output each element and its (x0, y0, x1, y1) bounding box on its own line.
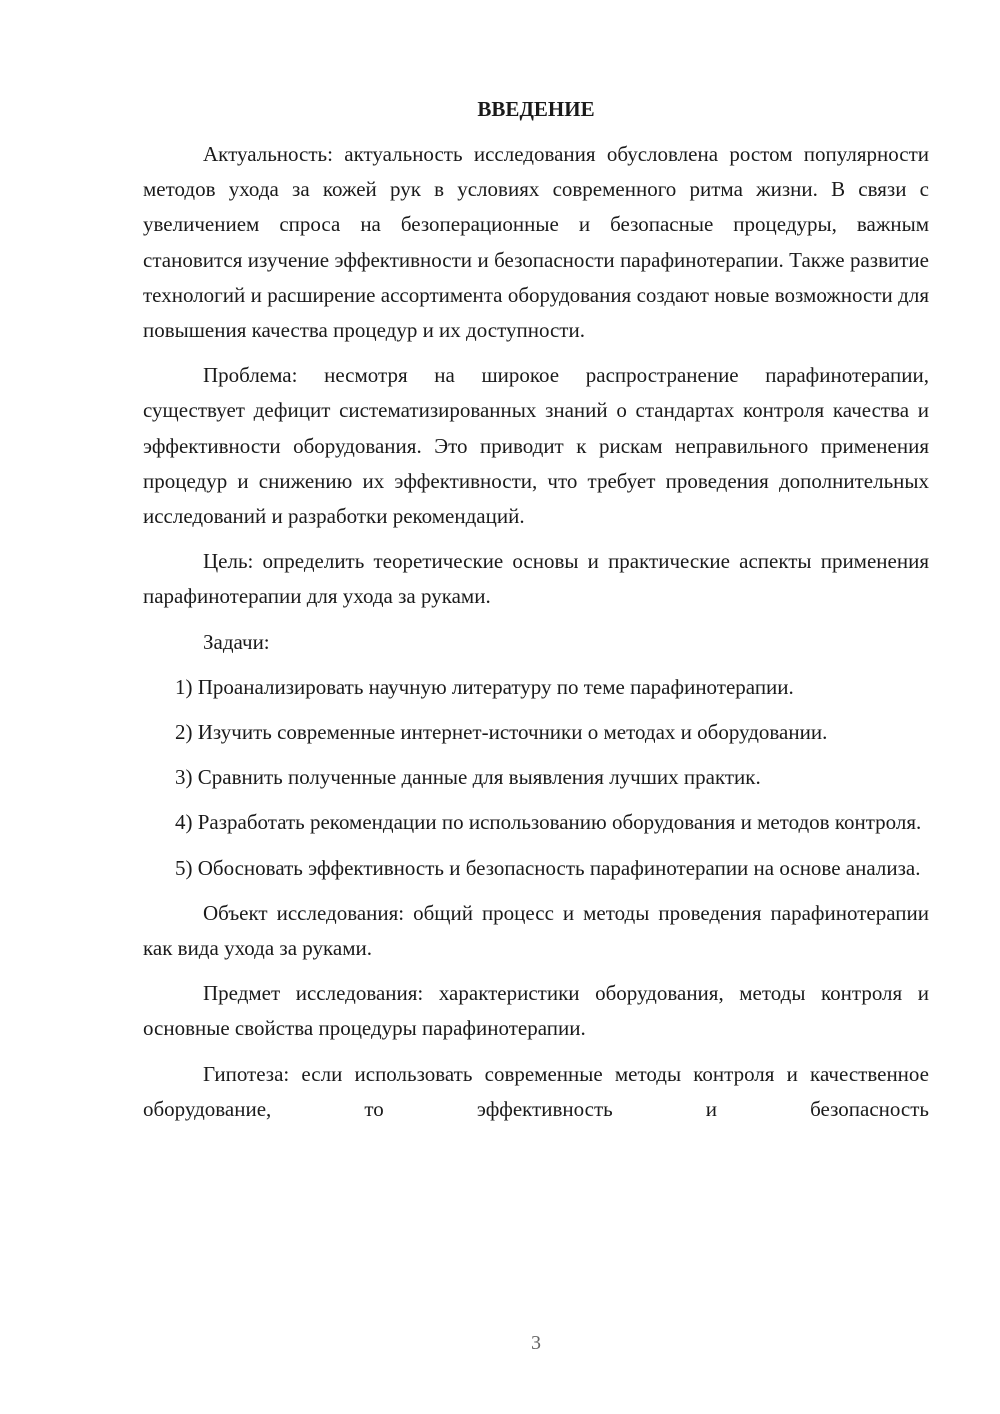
task-item-3: 3) Сравнить полученные данные для выявления лучших практик. (175, 765, 761, 790)
section-title: ВВЕДЕНИЕ (477, 97, 595, 121)
paragraph-problem: Проблема: несмотря на широкое распространение парафинотерапии, существует дефицит систематизированных знаний о стандартах контроля качества и эффективности оборудования. Это приводит к рискам неправильного применения процедур и снижению их эффективности, что требует проведения дополнительных исследований и разработки рекомендаций. (143, 363, 929, 529)
paragraph-hypothesis: Гипотеза: если использовать современные методы контроля и качественное оборудование, то эффективность и безопасность (143, 1061, 929, 1121)
paragraph-relevance: Актуальность: актуальность исследования обусловлена ростом популярности методов ухода за кожей рук в условиях современного ритма жизни. В связи с увеличением спроса на безоперационные и безопасные процедуры, важным становится изучение эффективности и безопасности парафинотерапии. Также развитие технологий и расширение ассортимента оборудования создают новые возможности для повышения качества процедур и их доступности. (143, 142, 929, 343)
paragraph-subject: Предмет исследования: характеристики оборудования, методы контроля и основные свойства процедуры парафинотерапии. (143, 981, 929, 1041)
task-item-1: 1) Проанализировать научную литературу по теме парафинотерапии. (175, 674, 794, 699)
task-item-2: 2) Изучить современные интернет-источники о методах и оборудовании. (175, 720, 828, 745)
page-number: 3 (531, 1332, 541, 1354)
task-item-5: 5) Обосновать эффективность и безопасность парафинотерапии на основе анализа. (175, 855, 921, 880)
paragraph-object: Объект исследования: общий процесс и методы проведения парафинотерапии как вида ухода за руками. (143, 900, 929, 961)
tasks-heading: Задачи: (203, 629, 270, 654)
paragraph-goal: Цель: определить теоретические основы и практические аспекты применения парафинотерапии для ухода за руками. (143, 549, 929, 609)
document-page (143, 92, 929, 1127)
task-item-4: 4) Разработать рекомендации по использованию оборудования и методов контроля. (175, 810, 922, 835)
